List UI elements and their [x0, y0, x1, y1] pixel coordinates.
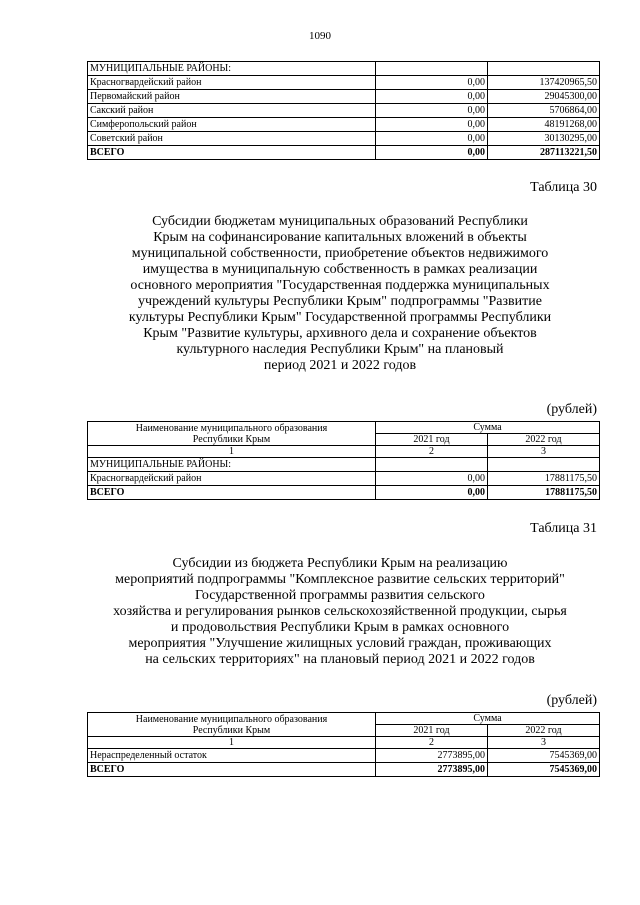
table30-heading — [60, 214, 620, 374]
header-row — [88, 713, 600, 725]
row-2022: 137420965,50 — [488, 76, 600, 90]
row-2022 — [488, 458, 600, 472]
total-row — [88, 146, 600, 160]
col-num-1: 1 — [88, 737, 376, 749]
row-2022: 48191268,00 — [488, 118, 600, 132]
table-row — [88, 104, 600, 118]
row-name: Первомайский район — [88, 90, 376, 104]
row-2021: 0,00 — [376, 118, 488, 132]
heading-line: имущества в муниципальную собственность в рамках реализации — [142, 262, 538, 277]
table-prev — [87, 61, 600, 160]
header-name-line2: Республики Крым — [192, 433, 271, 445]
row-name: Красногвардейский район — [88, 76, 376, 90]
col-num-1: 1 — [88, 446, 376, 458]
header-2021: 2021 год — [376, 434, 488, 446]
heading-line: культуры Республики Крым" Государственной программы Республики — [128, 310, 552, 325]
total-2021: 2773895,00 — [376, 763, 488, 777]
total-2021: 0,00 — [376, 146, 488, 160]
col-num-3: 3 — [488, 446, 600, 458]
header-name-line1: Наименование муниципального образования — [135, 713, 328, 725]
heading-line: Крым на софинансирование капитальных вложений в объекты — [153, 230, 527, 245]
row-name: Красногвардейский район — [88, 472, 376, 486]
row-name: МУНИЦИПАЛЬНЫЕ РАЙОНЫ: — [88, 458, 376, 472]
col-num-3: 3 — [488, 737, 600, 749]
table31-units: (рублей) — [546, 693, 597, 708]
row-2022 — [488, 62, 600, 76]
total-name: ВСЕГО — [88, 763, 376, 777]
header-name-line2: Республики Крым — [192, 724, 271, 736]
total-2022: 7545369,00 — [488, 763, 600, 777]
row-2021 — [376, 62, 488, 76]
row-2022: 30130295,00 — [488, 132, 600, 146]
heading-line: Крым "Развитие культуры, архивного дела и сохранение объектов — [143, 326, 537, 341]
header-sum: Сумма — [376, 713, 600, 725]
table30 — [87, 421, 600, 500]
row-2021: 0,00 — [376, 472, 488, 486]
heading-line: период 2021 и 2022 годов — [263, 358, 417, 373]
col-num-2: 2 — [376, 446, 488, 458]
header-name-line1: Наименование муниципального образования — [135, 422, 328, 434]
column-number-row — [88, 737, 600, 749]
table30-units: (рублей) — [546, 402, 597, 417]
heading-line: основного мероприятия "Государственная поддержка муниципальных — [130, 278, 550, 293]
table-row — [88, 132, 600, 146]
row-name: Советский район — [88, 132, 376, 146]
header-name — [88, 422, 376, 446]
total-2021: 0,00 — [376, 486, 488, 500]
table-row — [88, 62, 600, 76]
row-name: МУНИЦИПАЛЬНЫЕ РАЙОНЫ: — [88, 62, 376, 76]
row-2022: 7545369,00 — [488, 749, 600, 763]
table31 — [87, 712, 600, 777]
heading-line: культурного наследия Республики Крым" на плановый — [176, 342, 504, 357]
page-number: 1090 — [309, 30, 331, 42]
row-2022: 17881175,50 — [488, 472, 600, 486]
header-2022: 2022 год — [488, 434, 600, 446]
table-row — [88, 749, 600, 763]
table-row — [88, 472, 600, 486]
heading-line: мероприятия "Улучшение жилищных условий граждан, проживающих — [128, 636, 552, 651]
heading-line: хозяйства и регулирования рынков сельскохозяйственной продукции, сырья — [113, 604, 567, 619]
row-2022: 5706864,00 — [488, 104, 600, 118]
col-num-2: 2 — [376, 737, 488, 749]
total-row — [88, 486, 600, 500]
heading-line: Государственной программы развития сельского — [195, 588, 485, 603]
row-2021: 0,00 — [376, 90, 488, 104]
row-2021: 0,00 — [376, 104, 488, 118]
heading-line: Субсидии из бюджета Республики Крым на реализацию — [172, 556, 508, 571]
row-2021: 0,00 — [376, 76, 488, 90]
table30-label: Таблица 30 — [530, 180, 597, 195]
row-name: Нераспределенный остаток — [88, 749, 376, 763]
table-row — [88, 118, 600, 132]
heading-line: на сельских территориях" на плановый период 2021 и 2022 годов — [145, 652, 535, 667]
header-2022: 2022 год — [488, 725, 600, 737]
total-2022: 287113221,50 — [488, 146, 600, 160]
heading-line: муниципальной собственности, приобретение объектов недвижимого — [131, 246, 549, 261]
header-2021: 2021 год — [376, 725, 488, 737]
total-2022: 17881175,50 — [488, 486, 600, 500]
row-2021 — [376, 458, 488, 472]
table-row — [88, 90, 600, 104]
heading-line: учреждений культуры Республики Крым" подпрограммы "Развитие — [138, 294, 542, 309]
heading-line: Субсидии бюджетам муниципальных образований Республики — [152, 214, 528, 229]
total-name: ВСЕГО — [88, 146, 376, 160]
total-name: ВСЕГО — [88, 486, 376, 500]
table31-heading — [60, 556, 620, 668]
heading-line: мероприятий подпрограммы "Комплексное развитие сельских территорий" — [115, 572, 565, 587]
header-row — [88, 422, 600, 434]
row-2022: 29045300,00 — [488, 90, 600, 104]
table31-label: Таблица 31 — [530, 521, 597, 536]
row-name: Сакский район — [88, 104, 376, 118]
table-row — [88, 458, 600, 472]
heading-line: и продовольствия Республики Крым в рамках основного — [170, 620, 510, 635]
row-2021: 2773895,00 — [376, 749, 488, 763]
total-row — [88, 763, 600, 777]
row-2021: 0,00 — [376, 132, 488, 146]
header-name — [88, 713, 376, 737]
row-name: Симферопольский район — [88, 118, 376, 132]
table-row — [88, 76, 600, 90]
header-sum: Сумма — [376, 422, 600, 434]
column-number-row — [88, 446, 600, 458]
